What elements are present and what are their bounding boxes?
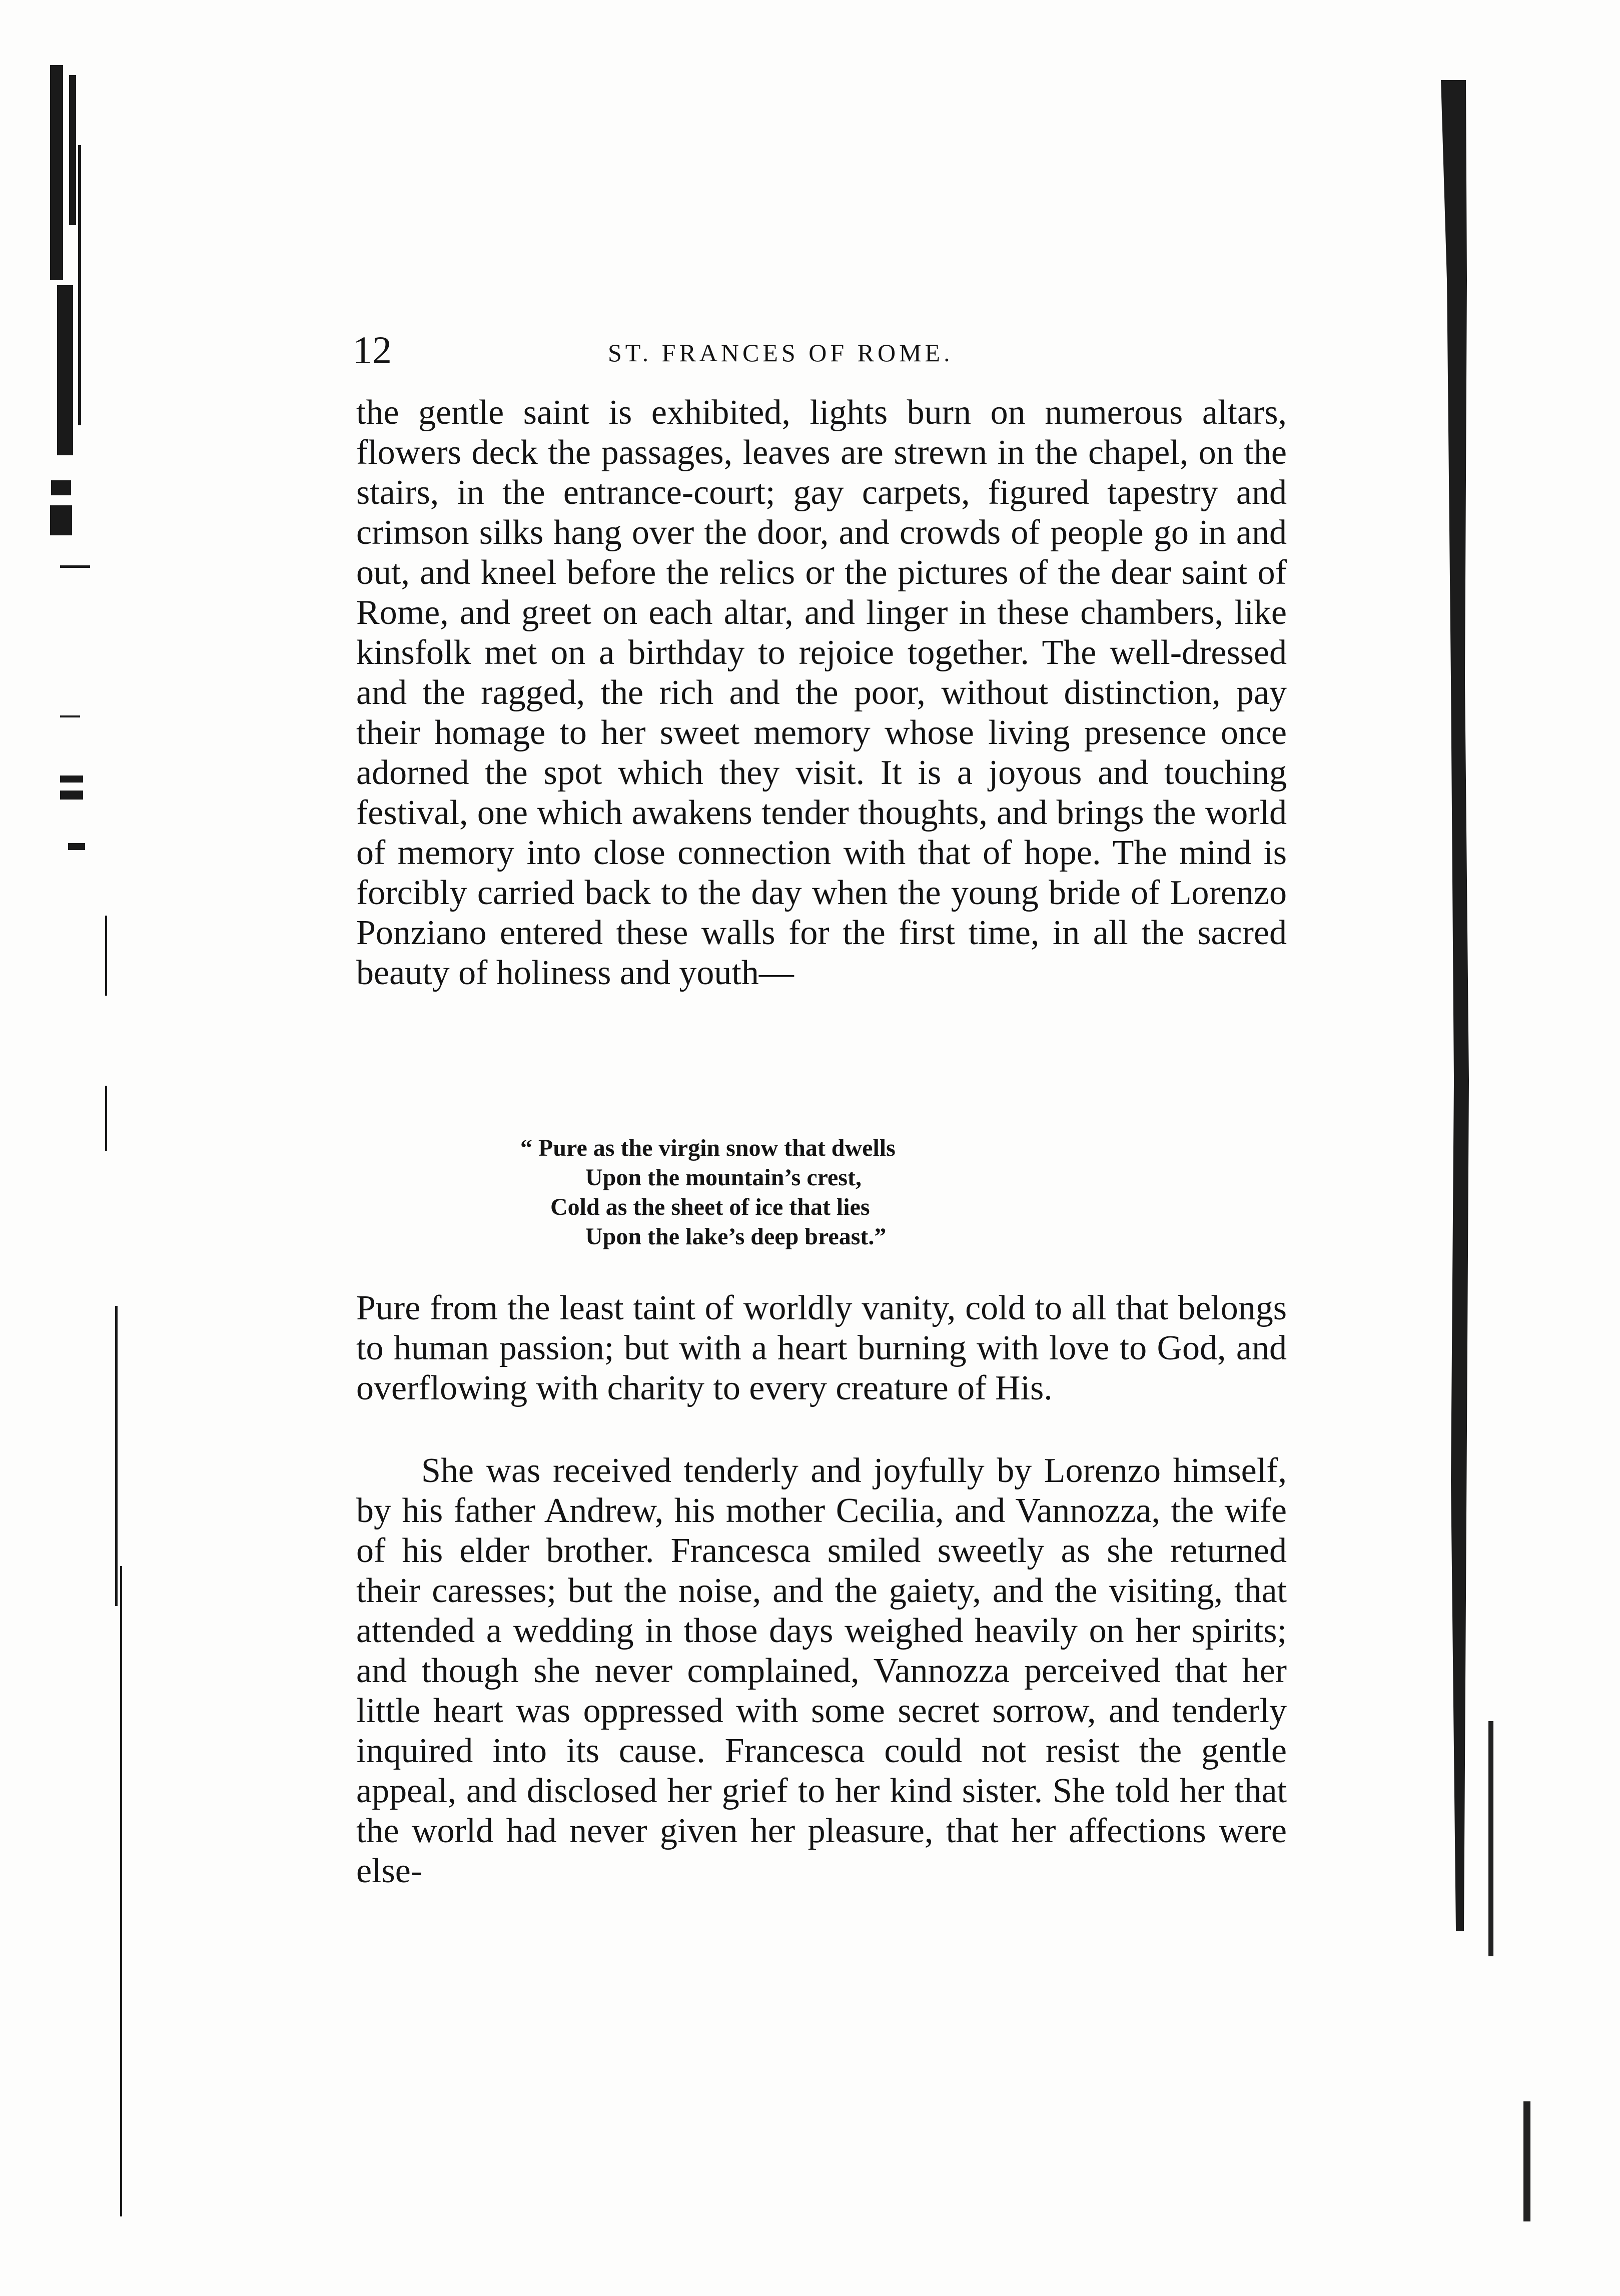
- paragraph: She was received tenderly and joyfully by Lorenzo himself, by his father Andrew, his mother Cecilia, and Vannozza, the wife of his elder brother. Francesca smiled sweetly as she returned their caresses; but the noise, and the gaiety, and the visiting, that attended a wedding in those days weighed heavily on her spirits; and though she never complained, Vannozza perceived that her little heart was oppressed with some secret sorrow, and tenderly inquired into its cause. Francesca could not resist the gentle appeal, and disclosed her grief to her kind sister. She told her that the world had never given her pleasure, that her affections were else-: [356, 1451, 1287, 1890]
- scan-binding-shadow: [50, 65, 120, 2216]
- verse-line: “ Pure as the virgin snow that dwells: [520, 1135, 896, 1161]
- page-header: [353, 328, 1283, 373]
- scan-edge-shadow: [1436, 80, 1481, 1931]
- running-title: ST. FRANCES OF ROME.: [608, 339, 954, 367]
- verse-line: Upon the lake’s deep breast.”: [585, 1223, 887, 1250]
- verse-line: Cold as the sheet of ice that lies: [550, 1194, 870, 1220]
- verse-line: Upon the mountain’s crest,: [585, 1164, 862, 1191]
- scan-edge-mark: [1523, 2101, 1530, 2221]
- verse-quotation: [520, 1133, 1121, 1251]
- paragraph: Pure from the least taint of worldly vanity, cold to all that belongs to human passion; but with a heart burning with love to God, and overflowing with charity to every creature of His.: [356, 1289, 1287, 1407]
- page-number: 12: [353, 328, 392, 372]
- scan-edge-mark: [1488, 1721, 1493, 1956]
- paragraph: the gentle saint is exhibited, lights burn on numerous altars, flowers deck the passages, leaves are strewn in the chapel, on the stairs, in the entrance-court; gay carpets, figured tapestry and crimson silks hang over the door, and crowds of people go in and out, and kneel before the relics or the pictures of the dear saint of Rome, and greet on each altar, and linger in these chambers, like kinsfolk met on a birthday to rejoice together. The well-dressed and the ragged, the rich and the poor, without distinction, pay their homage to her sweet memory whose living presence once adorned the spot which they visit. It is a joyous and touching festival, one which awakens tender thoughts, and brings the world of memory into close connection with that of hope. The mind is forcibly carried back to the day when the young bride of Lorenzo Ponziano entered these walls for the first time, in all the sacred beauty of holiness and youth—: [356, 393, 1287, 992]
